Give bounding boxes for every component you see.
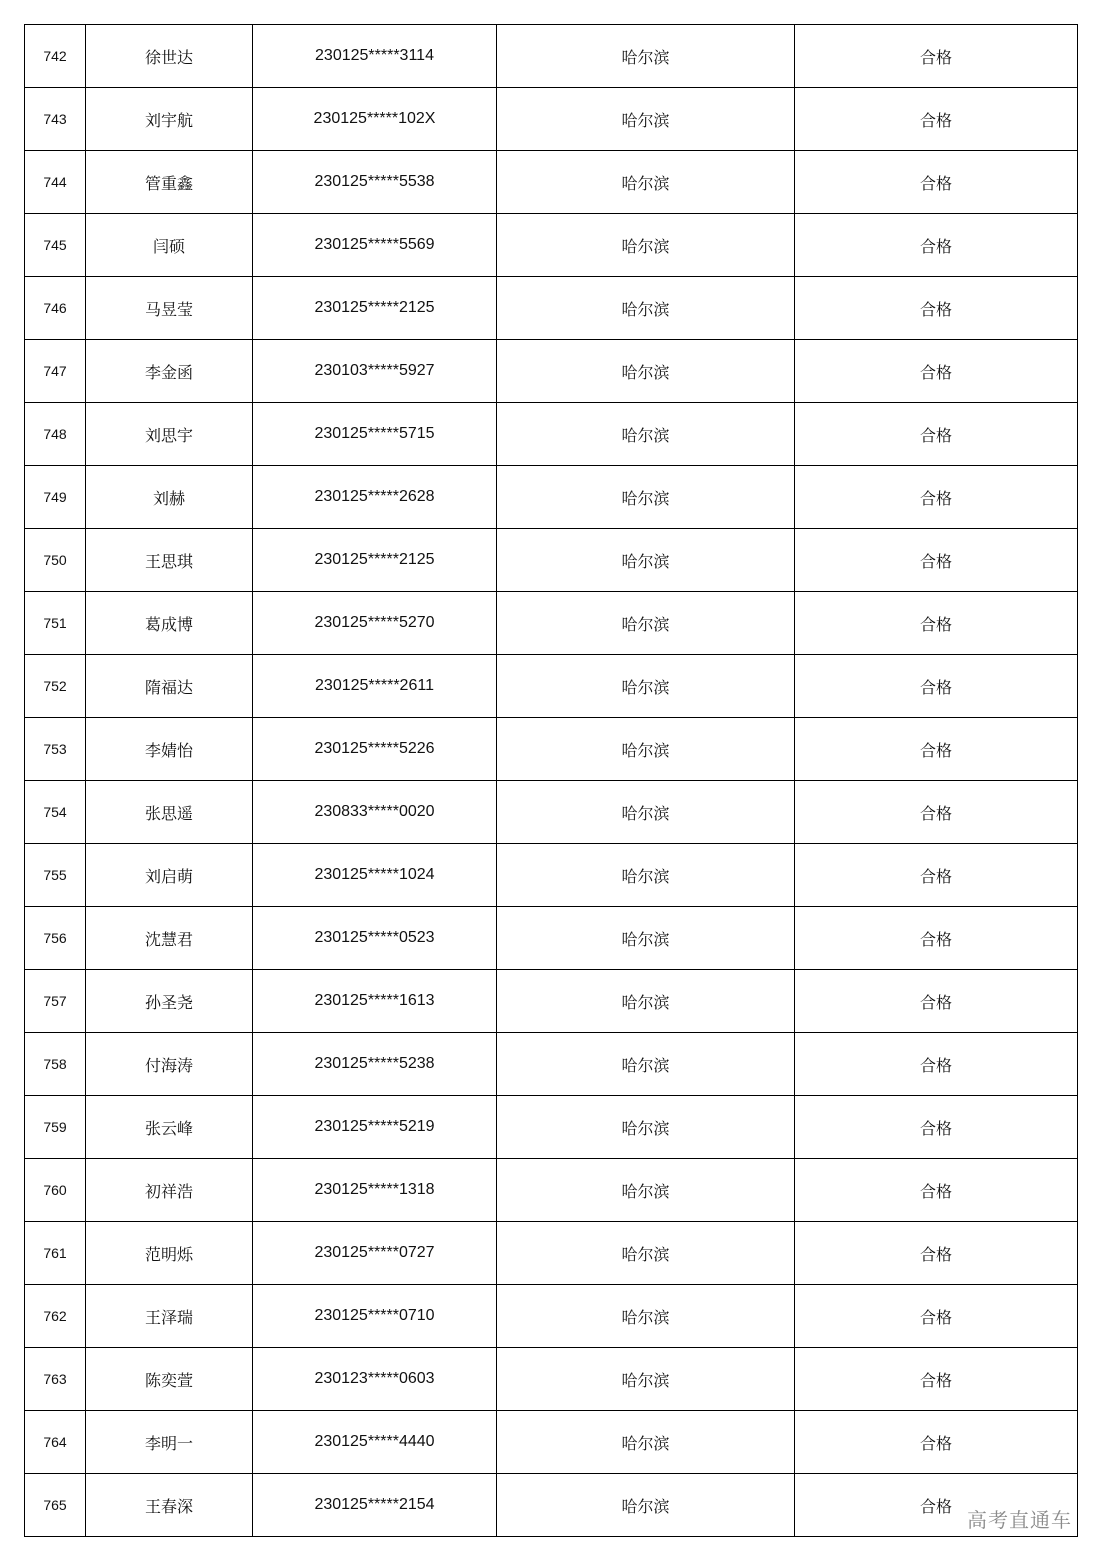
cell-city: 哈尔滨	[497, 970, 795, 1033]
cell-city: 哈尔滨	[497, 88, 795, 151]
cell-name: 刘启萌	[86, 844, 253, 907]
cell-name: 隋福达	[86, 655, 253, 718]
table-row	[25, 88, 1078, 151]
cell-number: 755	[25, 844, 86, 907]
cell-number: 750	[25, 529, 86, 592]
cell-id-number: 230125*****4440	[253, 1411, 497, 1474]
cell-number: 758	[25, 1033, 86, 1096]
table-row	[25, 1159, 1078, 1222]
cell-id-number: 230125*****0727	[253, 1222, 497, 1285]
table-row	[25, 592, 1078, 655]
cell-city: 哈尔滨	[497, 1159, 795, 1222]
cell-result: 合格	[795, 340, 1078, 403]
cell-city: 哈尔滨	[497, 1096, 795, 1159]
cell-city: 哈尔滨	[497, 844, 795, 907]
cell-number: 751	[25, 592, 86, 655]
cell-result: 合格	[795, 1222, 1078, 1285]
cell-id-number: 230125*****1318	[253, 1159, 497, 1222]
cell-number: 754	[25, 781, 86, 844]
cell-city: 哈尔滨	[497, 340, 795, 403]
cell-number: 743	[25, 88, 86, 151]
cell-name: 陈奕萱	[86, 1348, 253, 1411]
cell-result: 合格	[795, 1348, 1078, 1411]
cell-number: 744	[25, 151, 86, 214]
cell-name: 马昱莹	[86, 277, 253, 340]
watermark-text: 高考直通车	[965, 1504, 1074, 1533]
cell-result: 合格	[795, 1411, 1078, 1474]
cell-city: 哈尔滨	[497, 214, 795, 277]
cell-id-number: 230125*****5226	[253, 718, 497, 781]
roster-table-body	[25, 25, 1078, 1537]
cell-number: 742	[25, 25, 86, 88]
cell-city: 哈尔滨	[497, 277, 795, 340]
cell-number: 748	[25, 403, 86, 466]
cell-number: 764	[25, 1411, 86, 1474]
cell-number: 763	[25, 1348, 86, 1411]
cell-city: 哈尔滨	[497, 907, 795, 970]
cell-id-number: 230833*****0020	[253, 781, 497, 844]
cell-city: 哈尔滨	[497, 781, 795, 844]
cell-city: 哈尔滨	[497, 403, 795, 466]
table-row	[25, 1222, 1078, 1285]
cell-result: 合格	[795, 151, 1078, 214]
table-row	[25, 340, 1078, 403]
cell-name: 王泽瑞	[86, 1285, 253, 1348]
cell-result: 合格	[795, 844, 1078, 907]
table-row	[25, 25, 1078, 88]
cell-city: 哈尔滨	[497, 151, 795, 214]
cell-id-number: 230125*****5270	[253, 592, 497, 655]
table-row	[25, 1285, 1078, 1348]
cell-number: 761	[25, 1222, 86, 1285]
cell-id-number: 230103*****5927	[253, 340, 497, 403]
cell-city: 哈尔滨	[497, 1411, 795, 1474]
cell-name: 张云峰	[86, 1096, 253, 1159]
cell-name: 李明一	[86, 1411, 253, 1474]
cell-city: 哈尔滨	[497, 25, 795, 88]
cell-number: 749	[25, 466, 86, 529]
cell-id-number: 230125*****2125	[253, 277, 497, 340]
table-row	[25, 718, 1078, 781]
cell-number: 759	[25, 1096, 86, 1159]
cell-id-number: 230125*****1613	[253, 970, 497, 1033]
cell-city: 哈尔滨	[497, 1285, 795, 1348]
table-row	[25, 277, 1078, 340]
table-row	[25, 781, 1078, 844]
cell-result: 合格	[795, 466, 1078, 529]
cell-result: 合格	[795, 1285, 1078, 1348]
cell-result: 合格	[795, 718, 1078, 781]
cell-name: 葛成博	[86, 592, 253, 655]
cell-id-number: 230125*****2125	[253, 529, 497, 592]
cell-name: 初祥浩	[86, 1159, 253, 1222]
cell-city: 哈尔滨	[497, 529, 795, 592]
cell-name: 刘思宇	[86, 403, 253, 466]
cell-city: 哈尔滨	[497, 718, 795, 781]
cell-result: 合格	[795, 529, 1078, 592]
cell-name: 李金函	[86, 340, 253, 403]
cell-number: 746	[25, 277, 86, 340]
table-row	[25, 1033, 1078, 1096]
cell-number: 747	[25, 340, 86, 403]
cell-name: 孙圣尧	[86, 970, 253, 1033]
cell-id-number: 230125*****5715	[253, 403, 497, 466]
cell-result: 合格	[795, 25, 1078, 88]
cell-name: 张思遥	[86, 781, 253, 844]
cell-name: 刘宇航	[86, 88, 253, 151]
cell-id-number: 230125*****5219	[253, 1096, 497, 1159]
cell-result: 合格	[795, 781, 1078, 844]
cell-id-number: 230125*****1024	[253, 844, 497, 907]
cell-id-number: 230125*****5538	[253, 151, 497, 214]
table-row	[25, 1096, 1078, 1159]
cell-id-number: 230125*****2611	[253, 655, 497, 718]
cell-name: 范明烁	[86, 1222, 253, 1285]
cell-number: 753	[25, 718, 86, 781]
cell-result: 合格	[795, 88, 1078, 151]
cell-city: 哈尔滨	[497, 1348, 795, 1411]
roster-table	[24, 24, 1078, 1537]
cell-name: 沈慧君	[86, 907, 253, 970]
cell-name: 王春深	[86, 1474, 253, 1537]
cell-id-number: 230125*****3114	[253, 25, 497, 88]
cell-id-number: 230125*****5569	[253, 214, 497, 277]
cell-result: 合格	[795, 1033, 1078, 1096]
table-row	[25, 1348, 1078, 1411]
cell-name: 付海涛	[86, 1033, 253, 1096]
cell-result: 合格	[795, 1096, 1078, 1159]
cell-result: 合格	[795, 907, 1078, 970]
cell-city: 哈尔滨	[497, 655, 795, 718]
cell-city: 哈尔滨	[497, 1033, 795, 1096]
cell-result: 合格	[795, 1159, 1078, 1222]
cell-city: 哈尔滨	[497, 592, 795, 655]
table-row	[25, 655, 1078, 718]
cell-name: 管重鑫	[86, 151, 253, 214]
cell-id-number: 230125*****5238	[253, 1033, 497, 1096]
cell-result: 合格	[795, 655, 1078, 718]
cell-id-number: 230125*****2628	[253, 466, 497, 529]
cell-result: 合格	[795, 970, 1078, 1033]
table-row	[25, 151, 1078, 214]
cell-result: 合格	[795, 214, 1078, 277]
table-row	[25, 466, 1078, 529]
cell-result: 合格	[795, 592, 1078, 655]
cell-name: 刘赫	[86, 466, 253, 529]
cell-name: 李婧怡	[86, 718, 253, 781]
cell-name: 徐世达	[86, 25, 253, 88]
cell-id-number: 230125*****0523	[253, 907, 497, 970]
cell-id-number: 230125*****2154	[253, 1474, 497, 1537]
cell-number: 765	[25, 1474, 86, 1537]
cell-number: 752	[25, 655, 86, 718]
table-row	[25, 403, 1078, 466]
table-row	[25, 1411, 1078, 1474]
cell-result: 合格	[795, 403, 1078, 466]
cell-name: 闫硕	[86, 214, 253, 277]
table-row	[25, 1474, 1078, 1537]
cell-city: 哈尔滨	[497, 466, 795, 529]
cell-city: 哈尔滨	[497, 1474, 795, 1537]
cell-city: 哈尔滨	[497, 1222, 795, 1285]
table-row	[25, 214, 1078, 277]
cell-number: 760	[25, 1159, 86, 1222]
cell-result: 合格	[795, 277, 1078, 340]
cell-id-number: 230123*****0603	[253, 1348, 497, 1411]
cell-number: 756	[25, 907, 86, 970]
cell-number: 762	[25, 1285, 86, 1348]
cell-name: 王思琪	[86, 529, 253, 592]
cell-id-number: 230125*****102X	[253, 88, 497, 151]
table-row	[25, 529, 1078, 592]
table-row	[25, 907, 1078, 970]
table-row	[25, 970, 1078, 1033]
cell-number: 757	[25, 970, 86, 1033]
cell-result: 合格	[795, 1474, 1078, 1537]
cell-number: 745	[25, 214, 86, 277]
cell-id-number: 230125*****0710	[253, 1285, 497, 1348]
table-row	[25, 844, 1078, 907]
